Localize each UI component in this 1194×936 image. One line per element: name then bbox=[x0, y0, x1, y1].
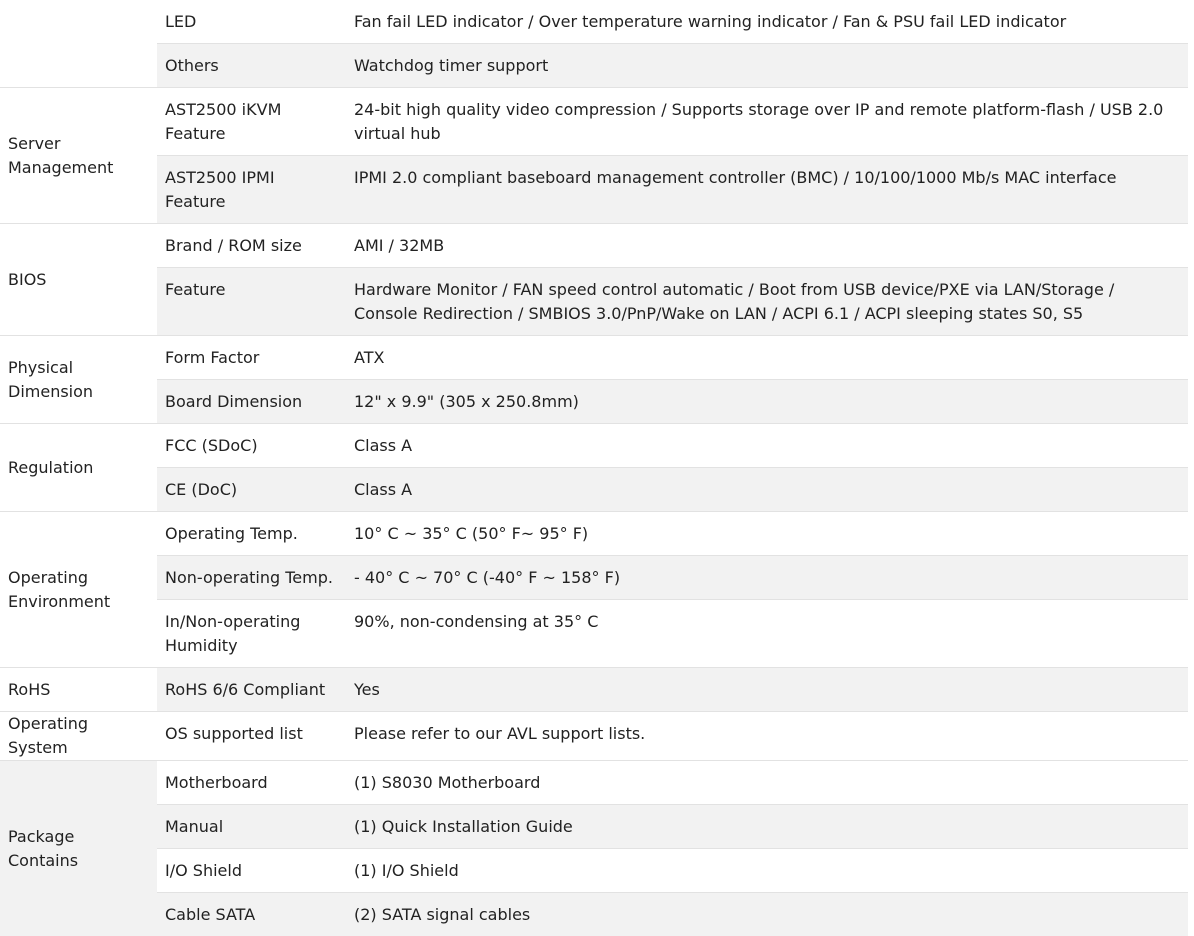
category-physical-dimension: Physical Dimension bbox=[0, 336, 157, 424]
spec-item-value: Hardware Monitor / FAN speed control automatic / Boot from USB device/PXE via LAN/Storage / Console Redirection / SMBIOS 3.0/PnP/Wake on LAN / ACPI 6.1 / ACPI sleeping states S0, S5 bbox=[346, 268, 1188, 336]
spec-row bbox=[0, 712, 1188, 761]
spec-item-value: Fan fail LED indicator / Over temperature warning indicator / Fan & PSU fail LED indicator bbox=[346, 0, 1188, 44]
spec-item-label: RoHS 6/6 Compliant bbox=[157, 668, 346, 712]
spec-item-value: Yes bbox=[346, 668, 1188, 712]
spec-item-value: (1) S8030 Motherboard bbox=[346, 761, 1188, 805]
spec-row bbox=[0, 893, 1188, 936]
category-regulation: Regulation bbox=[0, 424, 157, 512]
spec-item-label: Brand / ROM size bbox=[157, 224, 346, 268]
spec-row bbox=[0, 668, 1188, 712]
spec-item-label: Non-operating Temp. bbox=[157, 556, 346, 600]
spec-row bbox=[0, 268, 1188, 336]
spec-row bbox=[0, 380, 1188, 424]
spec-item-label: Form Factor bbox=[157, 336, 346, 380]
spec-item-value: Please refer to our AVL support lists. bbox=[346, 712, 1188, 761]
spec-item-value: Watchdog timer support bbox=[346, 44, 1188, 88]
spec-row bbox=[0, 224, 1188, 268]
category-package-contains: Package Contains bbox=[0, 761, 157, 936]
spec-item-label: Operating Temp. bbox=[157, 512, 346, 556]
spec-item-label: AST2500 iKVM Feature bbox=[157, 88, 346, 156]
category-operating-system: Operating System bbox=[0, 712, 157, 761]
spec-item-label: CE (DoC) bbox=[157, 468, 346, 512]
spec-row bbox=[0, 512, 1188, 556]
spec-item-value: ATX bbox=[346, 336, 1188, 380]
spec-row bbox=[0, 849, 1188, 893]
spec-item-label: I/O Shield bbox=[157, 849, 346, 893]
spec-row bbox=[0, 468, 1188, 512]
spec-item-label: AST2500 IPMI Feature bbox=[157, 156, 346, 224]
spec-item-value: (1) Quick Installation Guide bbox=[346, 805, 1188, 849]
spec-row bbox=[0, 805, 1188, 849]
category-blank bbox=[0, 0, 157, 88]
spec-item-label: LED bbox=[157, 0, 346, 44]
spec-item-label: Manual bbox=[157, 805, 346, 849]
spec-row bbox=[0, 44, 1188, 88]
category-operating-environment: Operating Environment bbox=[0, 512, 157, 668]
spec-item-value: Class A bbox=[346, 468, 1188, 512]
spec-item-label: Motherboard bbox=[157, 761, 346, 805]
spec-item-value: 10° C ~ 35° C (50° F~ 95° F) bbox=[346, 512, 1188, 556]
spec-item-value: IPMI 2.0 compliant baseboard management controller (BMC) / 10/100/1000 Mb/s MAC interface bbox=[346, 156, 1188, 224]
spec-item-label: Board Dimension bbox=[157, 380, 346, 424]
category-bios: BIOS bbox=[0, 224, 157, 336]
spec-item-label: FCC (SDoC) bbox=[157, 424, 346, 468]
spec-item-label: Feature bbox=[157, 268, 346, 336]
spec-row bbox=[0, 600, 1188, 668]
spec-item-label: In/Non-operating Humidity bbox=[157, 600, 346, 668]
spec-item-value: Class A bbox=[346, 424, 1188, 468]
spec-item-label: Others bbox=[157, 44, 346, 88]
spec-row bbox=[0, 88, 1188, 156]
spec-item-value: 90%, non-condensing at 35° C bbox=[346, 600, 1188, 668]
spec-row bbox=[0, 556, 1188, 600]
spec-row bbox=[0, 156, 1188, 224]
category-server-management: Server Management bbox=[0, 88, 157, 224]
spec-item-label: Cable SATA bbox=[157, 893, 346, 936]
spec-item-value: (1) I/O Shield bbox=[346, 849, 1188, 893]
spec-row bbox=[0, 761, 1188, 805]
spec-item-value: 12" x 9.9" (305 x 250.8mm) bbox=[346, 380, 1188, 424]
spec-item-value: - 40° C ~ 70° C (-40° F ~ 158° F) bbox=[346, 556, 1188, 600]
spec-item-label: OS supported list bbox=[157, 712, 346, 761]
spec-row bbox=[0, 0, 1188, 44]
spec-item-value: AMI / 32MB bbox=[346, 224, 1188, 268]
spec-item-value: (2) SATA signal cables bbox=[346, 893, 1188, 936]
category-rohs: RoHS bbox=[0, 668, 157, 712]
spec-item-value: 24-bit high quality video compression / Supports storage over IP and remote platform-flash / USB 2.0 virtual hub bbox=[346, 88, 1188, 156]
spec-row bbox=[0, 424, 1188, 468]
spec-row bbox=[0, 336, 1188, 380]
